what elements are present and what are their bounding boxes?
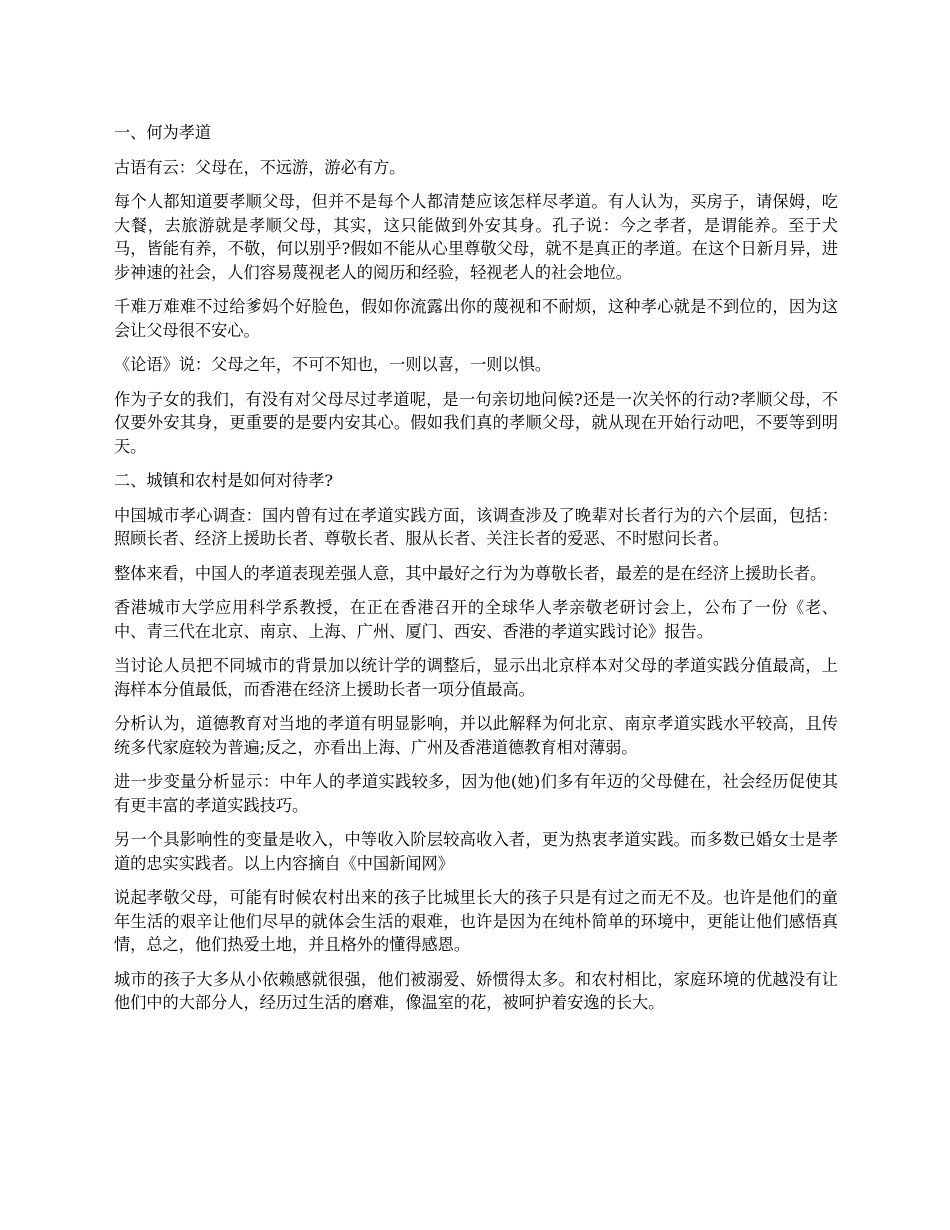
paragraph: 另一个具影响性的变量是收入，中等收入阶层较高收入者，更为热衷孝道实践。而多数已婚女士是孝道的忠实实践者。以上内容摘自《中国新闻网》 bbox=[114, 830, 838, 873]
paragraph: 进一步变量分析显示：中年人的孝道实践较多，因为他(她)们多有年迈的父母健在，社会经历促使其有更丰富的孝道实践技巧。 bbox=[114, 772, 838, 815]
section-heading-1: 一、何为孝道 bbox=[114, 123, 212, 142]
paragraph: 香港城市大学应用科学系教授，在正在香港召开的全球华人孝亲敬老研讨会上，公布了一份《老、中、青三代在北京、南京、上海、广州、厦门、西安、香港的孝道实践讨论》报告。 bbox=[114, 598, 838, 641]
paragraph: 作为子女的我们，有没有对父母尽过孝道呢，是一句亲切地问候?还是一次关怀的行动?孝顺父母，不仅要外安其身，更重要的是要内安其心。假如我们真的孝顺父母，就从现在开始行动吧，不要等到明天。 bbox=[114, 389, 838, 456]
paragraph: 古语有云：父母在，不远游，游必有方。 bbox=[114, 157, 406, 177]
paragraph: 每个人都知道要孝顺父母，但并不是每个人都清楚应该怎样尽孝道。有人认为，买房子，请保姆，吃大餐，去旅游就是孝顺父母，其实，这只能做到外安其身。孔子说：今之孝者，是谓能养。至于犬马，皆能有养，不敬，何以别乎?假如不能从心里尊敬父母，就不是真正的孝道。在这个日新月异，进步神速的社会，人们容易蔑视老人的阅历和经验，轻视老人的社会地位。 bbox=[114, 192, 838, 282]
paragraph: 分析认为，道德教育对当地的孝道有明显影响，并以此解释为何北京、南京孝道实践水平较高，且传统多代家庭较为普遍;反之，亦看出上海、广州及香港道德教育相对薄弱。 bbox=[114, 714, 838, 757]
paragraph: 整体来看，中国人的孝道表现差强人意，其中最好之行为为尊敬长者，最差的是在经济上援助长者。 bbox=[114, 563, 827, 583]
document-body bbox=[114, 121, 838, 1026]
section-heading-2: 二、城镇和农村是如何对待孝? bbox=[114, 471, 334, 490]
paragraph: 说起孝敬父母，可能有时候农村出来的孩子比城里长大的孩子只是有过之而无不及。也许是他们的童年生活的艰辛让他们尽早的就体会生活的艰难，也许是因为在纯朴简单的环境中，更能让他们感悟真情，总之，他们热爱土地，并且格外的懂得感恩。 bbox=[114, 888, 838, 954]
paragraph: 千难万难难不过给爹妈个好脸色，假如你流露出你的蔑视和不耐烦，这种孝心就是不到位的，因为这会让父母很不安心。 bbox=[114, 297, 838, 340]
paragraph: 城市的孩子大多从小依赖感就很强，他们被溺爱、娇惯得太多。和农村相比，家庭环境的优越没有让他们中的大部分人，经历过生活的磨难，像温室的花，被呵护着安逸的长大。 bbox=[114, 969, 838, 1012]
paragraph: 当讨论人员把不同城市的背景加以统计学的调整后，显示出北京样本对父母的孝道实践分值最高，上海样本分值最低，而香港在经济上援助长者一项分值最高。 bbox=[114, 656, 838, 699]
paragraph: 《论语》说：父母之年，不可不知也，一则以喜，一则以惧。 bbox=[114, 355, 552, 374]
paragraph: 中国城市孝心调查：国内曾有过在孝道实践方面，该调查涉及了晚辈对长者行为的六个层面，包括：照顾长者、经济上援助长者、尊敬长者、服从长者、关注长者的爱恶、不时慰问长者。 bbox=[114, 505, 838, 548]
